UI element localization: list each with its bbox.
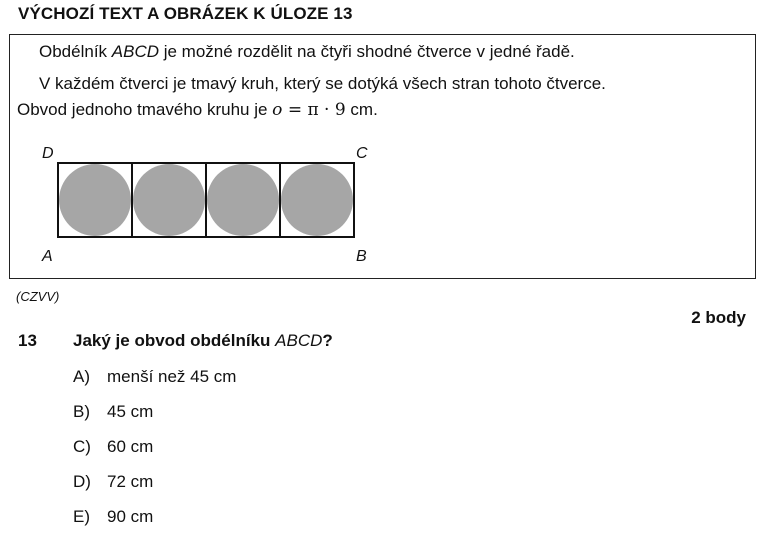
intro-line-3-unit: cm.: [345, 100, 378, 119]
dark-circle: [281, 164, 353, 236]
question-text-main: Jaký je obvod obdélníku: [73, 331, 276, 350]
option-text: 45 cm: [107, 402, 154, 421]
question-number: 13: [18, 331, 37, 350]
rectangle-figure: [10, 35, 757, 280]
option-c[interactable]: [73, 437, 153, 457]
rectangle-name: ABCD: [111, 42, 159, 61]
question-mark: ?: [322, 331, 333, 350]
intro-box: [9, 34, 756, 279]
dark-circle: [207, 164, 279, 236]
question-rectangle-name: ABCD: [275, 331, 323, 350]
vertex-label-b: B: [356, 248, 367, 265]
formula-variable: o: [272, 100, 283, 120]
option-letter: B): [73, 402, 90, 421]
option-b[interactable]: [73, 402, 153, 422]
option-text: 72 cm: [107, 472, 154, 491]
intro-line-3-text: Obvod jednoho tmavého kruhu je: [17, 100, 273, 119]
option-text: 90 cm: [107, 507, 154, 526]
option-d[interactable]: [73, 472, 153, 492]
option-letter: E): [73, 507, 90, 526]
option-text: menší než 45 cm: [107, 367, 237, 386]
vertex-label-d: D: [42, 145, 54, 162]
points-label: 2 body: [691, 308, 746, 327]
option-e[interactable]: [73, 507, 153, 527]
vertex-label-c: C: [356, 145, 368, 162]
intro-line-1-rest: je možné rozdělit na čtyři shodné čtverce v jedné řadě.: [159, 42, 575, 61]
vertex-label-a: A: [42, 248, 53, 265]
intro-line-1-text: Obdélník: [39, 42, 112, 61]
section-title: VÝCHOZÍ TEXT A OBRÁZEK K ÚLOZE 13: [18, 4, 353, 23]
dark-circle: [59, 164, 131, 236]
dark-circle: [133, 164, 205, 236]
option-a[interactable]: [73, 367, 236, 387]
formula-expression: = π · 9: [282, 100, 346, 120]
option-text: 60 cm: [107, 437, 154, 456]
source-note: (CZVV): [16, 289, 60, 304]
option-letter: C): [73, 437, 91, 456]
option-letter: A): [73, 367, 90, 386]
question-text: [73, 331, 333, 351]
intro-line-2: V každém čtverci je tmavý kruh, který se dotýká všech stran tohoto čtverce.: [39, 74, 606, 93]
option-letter: D): [73, 472, 91, 491]
